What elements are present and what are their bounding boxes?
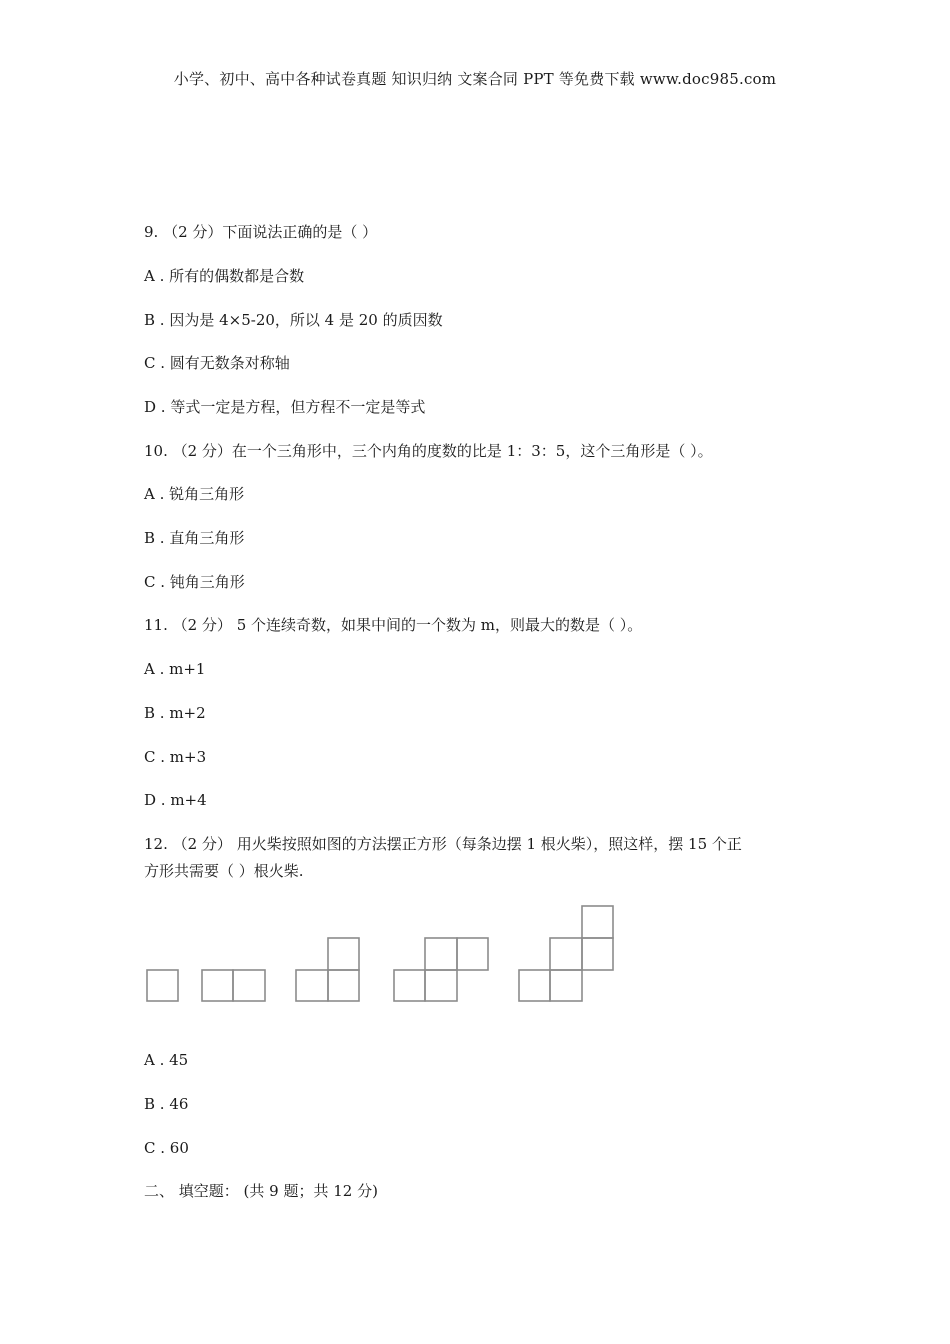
- matchstick-square: [550, 938, 582, 970]
- pattern-1-squares: [147, 970, 178, 1001]
- question-11-option-d: D . m+4: [144, 791, 207, 809]
- question-10-stem: 10. （2 分）在一个三角形中，三个内角的度数的比是 1：3：5，这个三角形是（ ）。: [144, 442, 713, 460]
- matchstick-square: [147, 970, 178, 1001]
- matchstick-squares-figure: [144, 900, 624, 1008]
- matchstick-square: [582, 938, 613, 970]
- question-9-option-a: A . 所有的偶数都是合数: [144, 267, 305, 285]
- question-11-stem: 11. （2 分） 5 个连续奇数，如果中间的一个数为 m，则最大的数是（ ）。: [144, 616, 643, 634]
- question-11-option-c: C . m+3: [144, 748, 207, 766]
- question-10-option-c: C . 钝角三角形: [144, 573, 245, 591]
- matchstick-square: [550, 970, 582, 1001]
- matchstick-square: [457, 938, 488, 970]
- question-9-option-d: D . 等式一定是方程，但方程不一定是等式: [144, 398, 426, 416]
- question-12-option-a: A . 45: [144, 1051, 189, 1069]
- matchstick-square: [582, 906, 613, 938]
- question-10-option-b: B . 直角三角形: [144, 529, 245, 547]
- pattern-2-squares: [202, 970, 265, 1001]
- question-12-option-c: C . 60: [144, 1139, 189, 1157]
- matchstick-square: [425, 970, 457, 1001]
- question-9-option-c: C . 圆有无数条对称轴: [144, 354, 290, 372]
- question-12-stem-line-2: 方形共需要（ ）根火柴.: [144, 862, 304, 880]
- matchstick-square: [202, 970, 233, 1001]
- question-12-option-b: B . 46: [144, 1095, 189, 1113]
- page-header: 小学、初中、高中各种试卷真题 知识归纳 文案合同 PPT 等免费下载 www.doc985.com: [173, 70, 777, 88]
- matchstick-square: [233, 970, 265, 1001]
- matchstick-square: [328, 938, 359, 970]
- matchstick-square: [296, 970, 328, 1001]
- question-9-option-b: B . 因为是 4×5-20，所以 4 是 20 的质因数: [144, 311, 443, 329]
- question-12-stem-line-1: 12. （2 分） 用火柴按照如图的方法摆正方形（每条边摆 1 根火柴），照这样，摆 15 个正: [144, 835, 742, 853]
- pattern-4-squares: [394, 938, 488, 1001]
- question-10-option-a: A . 锐角三角形: [144, 485, 245, 503]
- matchstick-square: [394, 970, 425, 1001]
- question-11-option-a: A . m+1: [144, 660, 206, 678]
- question-9-stem: 9. （2 分）下面说法正确的是（ ）: [144, 223, 378, 241]
- pattern-3-squares: [296, 938, 359, 1001]
- section-two-heading: 二、 填空题： (共 9 题；共 12 分): [144, 1182, 378, 1200]
- question-11-option-b: B . m+2: [144, 704, 206, 722]
- pattern-5-squares: [519, 906, 613, 1001]
- matchstick-square: [519, 970, 550, 1001]
- matchstick-square: [425, 938, 457, 970]
- matchstick-square: [328, 970, 359, 1001]
